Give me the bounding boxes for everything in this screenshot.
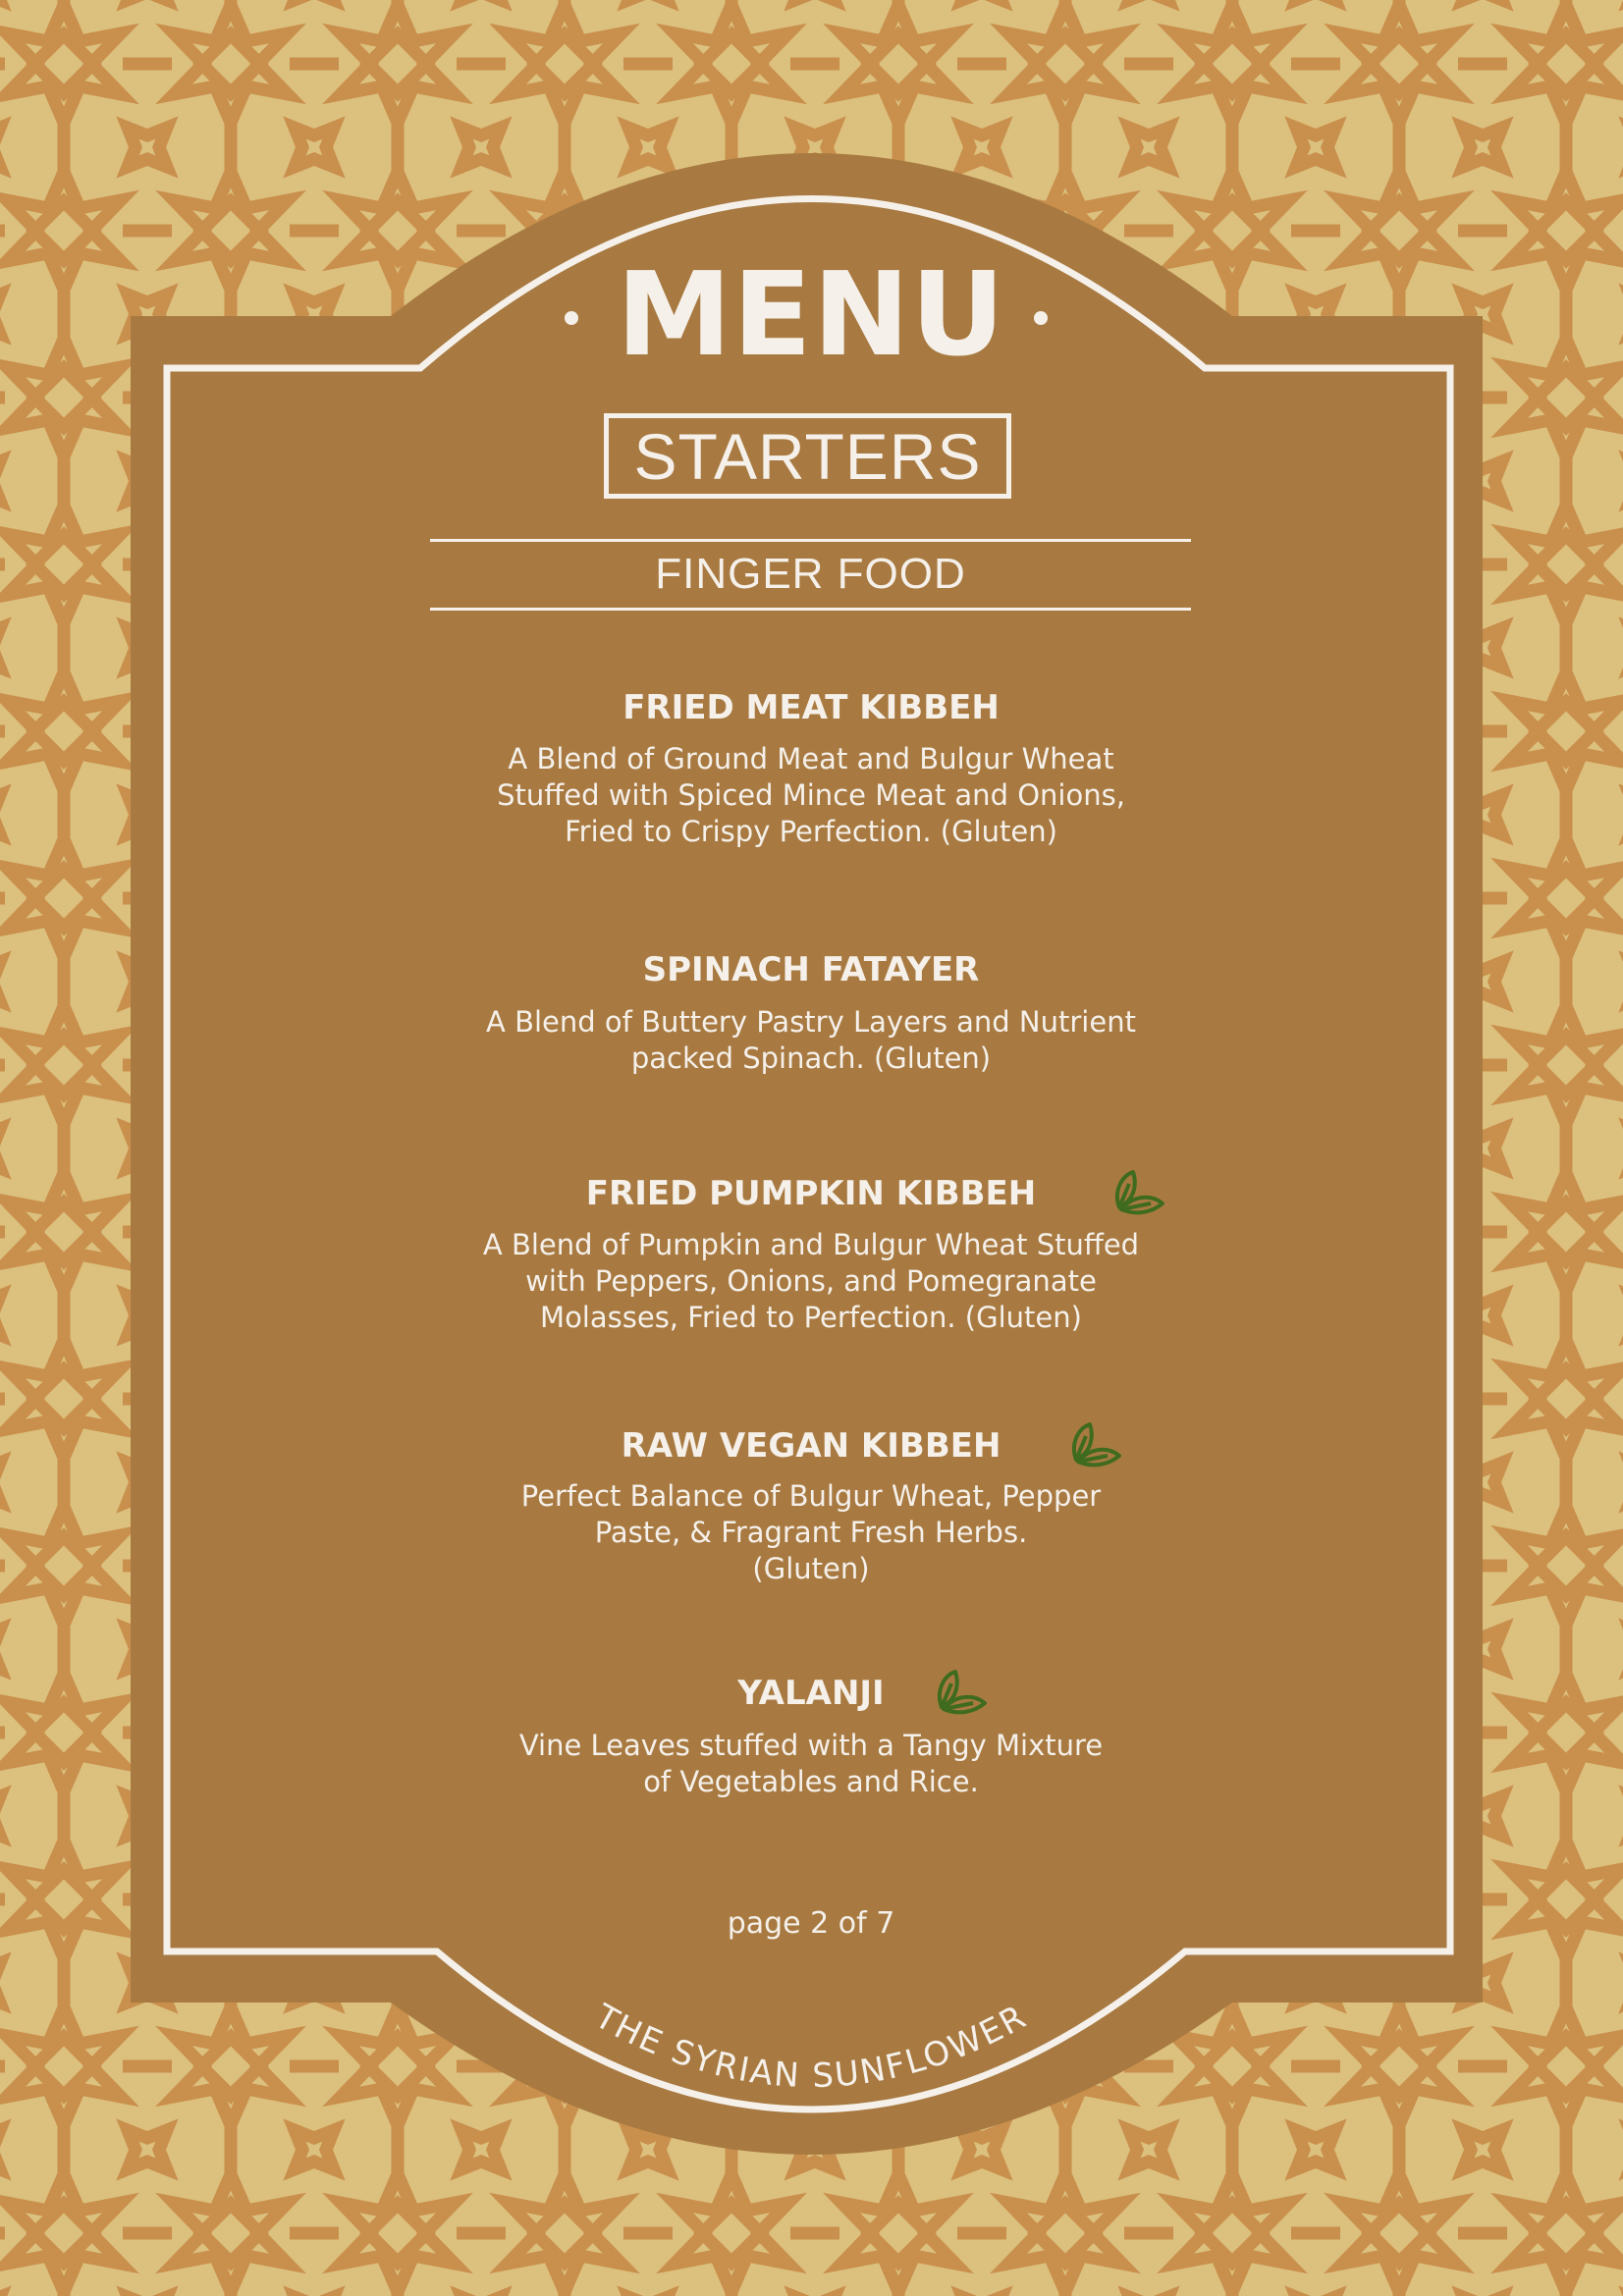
section-heading: FINGER FOOD bbox=[655, 550, 966, 598]
section-rule-top bbox=[430, 539, 1191, 542]
item-name: RAW VEGAN KIBBEH bbox=[621, 1426, 1001, 1466]
item-description bbox=[369, 1478, 1253, 1587]
title-dot-left bbox=[565, 311, 578, 325]
section-rule-bottom bbox=[430, 608, 1191, 611]
item-name: SPINACH FATAYER bbox=[642, 950, 980, 989]
item-description bbox=[369, 1227, 1253, 1336]
item-description-line: Vine Leaves stuffed with a Tangy Mixture bbox=[518, 1729, 1104, 1762]
item-name: FRIED MEAT KIBBEH bbox=[622, 688, 1000, 727]
item-description-line: Stuffed with Spiced Mince Meat and Onions, bbox=[497, 778, 1125, 812]
item-description-line: Perfect Balance of Bulgur Wheat, Pepper bbox=[520, 1479, 1102, 1513]
item-description-line: A Blend of Ground Meat and Bulgur Wheat bbox=[508, 742, 1114, 775]
item-description bbox=[369, 1728, 1253, 1800]
item-description-line: A Blend of Pumpkin and Bulgur Wheat Stuffed bbox=[482, 1228, 1140, 1261]
item-description-line: of Vegetables and Rice. bbox=[643, 1765, 979, 1798]
item-description-line: Paste, & Fragrant Fresh Herbs. bbox=[594, 1516, 1028, 1549]
page-indicator: page 2 of 7 bbox=[727, 1906, 895, 1941]
course-heading: STARTERS bbox=[604, 413, 1011, 499]
item-description-line: packed Spinach. (Gluten) bbox=[630, 1041, 992, 1075]
item-description-line: Fried to Crispy Perfection. (Gluten) bbox=[565, 815, 1057, 848]
menu-title: MENU bbox=[616, 246, 1006, 382]
item-description-line: Molasses, Fried to Perfection. (Gluten) bbox=[540, 1301, 1082, 1334]
item-description bbox=[369, 1004, 1253, 1077]
title-dot-right bbox=[1034, 311, 1048, 325]
item-description-line: A Blend of Buttery Pastry Layers and Nutrient bbox=[486, 1005, 1136, 1039]
item-description bbox=[369, 741, 1253, 850]
leaf-icon bbox=[1111, 1168, 1166, 1217]
brand-text: THE SYRIAN SUNFLOWER bbox=[588, 1997, 1034, 2097]
item-description-line: (Gluten) bbox=[752, 1552, 870, 1585]
item-description-line: with Peppers, Onions, and Pomegranate bbox=[525, 1264, 1097, 1298]
item-name: YALANJI bbox=[737, 1674, 885, 1713]
item-name: FRIED PUMPKIN KIBBEH bbox=[585, 1174, 1037, 1213]
leaf-icon bbox=[1068, 1420, 1123, 1469]
leaf-icon bbox=[934, 1668, 989, 1717]
